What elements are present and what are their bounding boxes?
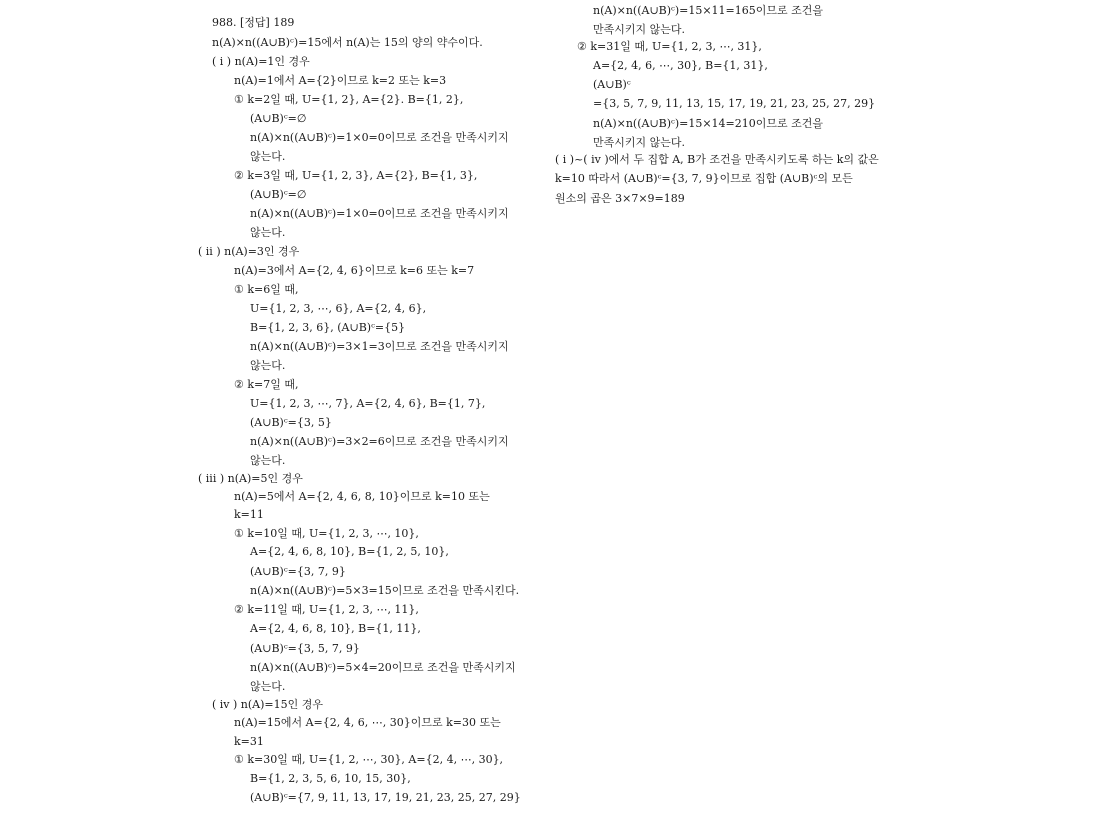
solution-line: (A∪B)ᶜ	[593, 78, 631, 91]
solution-line: U={1, 2, 3, ⋯, 7}, A={2, 4, 6}, B={1, 7},	[250, 397, 486, 410]
solution-line: 만족시키지 않는다.	[593, 136, 686, 149]
solution-line: 않는다.	[250, 150, 286, 163]
solution-line: ① k=6일 때,	[234, 283, 299, 296]
solution-line: n(A)×n((A∪B)ᶜ)=15×11=165이므로 조건을	[593, 4, 824, 17]
solution-line: n(A)×n((A∪B)ᶜ)=3×2=6이므로 조건을 만족시키지	[250, 435, 509, 448]
solution-line: 않는다.	[250, 226, 286, 239]
solution-line: 않는다.	[250, 359, 286, 372]
solution-line: n(A)×n((A∪B)ᶜ)=3×1=3이므로 조건을 만족시키지	[250, 340, 509, 353]
solution-line: ② k=31일 때, U={1, 2, 3, ⋯, 31},	[577, 40, 762, 53]
solution-line: ( iii ) n(A)=5인 경우	[198, 472, 303, 485]
solution-line: ① k=2일 때, U={1, 2}, A={2}. B={1, 2},	[234, 93, 464, 106]
solution-line: n(A)×n((A∪B)ᶜ)=1×0=0이므로 조건을 만족시키지	[250, 131, 509, 144]
solution-line: 원소의 곱은 3×7×9=189	[555, 192, 685, 205]
solution-line: (A∪B)ᶜ={3, 7, 9}	[250, 565, 346, 578]
solution-line: k=11	[234, 508, 264, 521]
solution-line: (A∪B)ᶜ=∅	[250, 112, 307, 125]
solution-line: ① k=10일 때, U={1, 2, 3, ⋯, 10},	[234, 527, 419, 540]
solution-line: k=10 따라서 (A∪B)ᶜ={3, 7, 9}이므로 집합 (A∪B)ᶜ의 모든	[555, 172, 853, 185]
solution-line: n(A)×n((A∪B)ᶜ)=15에서 n(A)는 15의 양의 약수이다.	[212, 36, 483, 49]
solution-line: (A∪B)ᶜ=∅	[250, 188, 307, 201]
solution-line: ② k=7일 때,	[234, 378, 299, 391]
solution-line: n(A)=1에서 A={2}이므로 k=2 또는 k=3	[234, 74, 447, 87]
solution-line: n(A)=5에서 A={2, 4, 6, 8, 10}이므로 k=10 또는	[234, 490, 490, 503]
solution-line: ( ii ) n(A)=3인 경우	[198, 245, 300, 258]
solution-line: B={1, 2, 3, 6}, (A∪B)ᶜ={5}	[250, 321, 406, 334]
solution-line: 않는다.	[250, 680, 286, 693]
solution-line: U={1, 2, 3, ⋯, 6}, A={2, 4, 6},	[250, 302, 427, 315]
solution-line: n(A)×n((A∪B)ᶜ)=5×4=20이므로 조건을 만족시키지	[250, 661, 516, 674]
solution-line: (A∪B)ᶜ={3, 5}	[250, 416, 332, 429]
solution-line: (A∪B)ᶜ={3, 5, 7, 9}	[250, 642, 360, 655]
solution-line: A={2, 4, 6, ⋯, 30}, B={1, 31},	[593, 59, 768, 72]
solution-line: n(A)×n((A∪B)ᶜ)=15×14=210이므로 조건을	[593, 117, 824, 130]
solution-line: k=31	[234, 735, 264, 748]
solution-line: n(A)×n((A∪B)ᶜ)=5×3=15이므로 조건을 만족시킨다.	[250, 584, 520, 597]
solution-line: A={2, 4, 6, 8, 10}, B={1, 2, 5, 10},	[250, 545, 449, 558]
solution-line: n(A)=3에서 A={2, 4, 6}이므로 k=6 또는 k=7	[234, 264, 475, 277]
solution-line: 만족시키지 않는다.	[593, 23, 686, 36]
solution-line: A={2, 4, 6, 8, 10}, B={1, 11},	[250, 622, 421, 635]
solution-line: B={1, 2, 3, 5, 6, 10, 15, 30},	[250, 772, 411, 785]
solution-line: (A∪B)ᶜ={7, 9, 11, 13, 17, 19, 21, 23, 25, 27, 29}	[250, 791, 521, 804]
solution-line: ( i )~( iv )에서 두 집합 A, B가 조건을 만족시키도록 하는 k의 값은	[555, 153, 879, 166]
solution-line: ={3, 5, 7, 9, 11, 13, 15, 17, 19, 21, 23, 25, 27, 29}	[593, 97, 876, 110]
solution-line: ② k=11일 때, U={1, 2, 3, ⋯, 11},	[234, 603, 419, 616]
solution-line: ② k=3일 때, U={1, 2, 3}, A={2}, B={1, 3},	[234, 169, 478, 182]
solution-line: 않는다.	[250, 454, 286, 467]
solution-line: 988. [정답] 189	[212, 16, 295, 29]
solution-line: n(A)=15에서 A={2, 4, 6, ⋯, 30}이므로 k=30 또는	[234, 716, 501, 729]
solution-line: ( iv ) n(A)=15인 경우	[212, 698, 324, 711]
solution-line: n(A)×n((A∪B)ᶜ)=1×0=0이므로 조건을 만족시키지	[250, 207, 509, 220]
solution-line: ( i ) n(A)=1인 경우	[212, 55, 310, 68]
solution-line: ① k=30일 때, U={1, 2, ⋯, 30}, A={2, 4, ⋯, 30},	[234, 753, 504, 766]
